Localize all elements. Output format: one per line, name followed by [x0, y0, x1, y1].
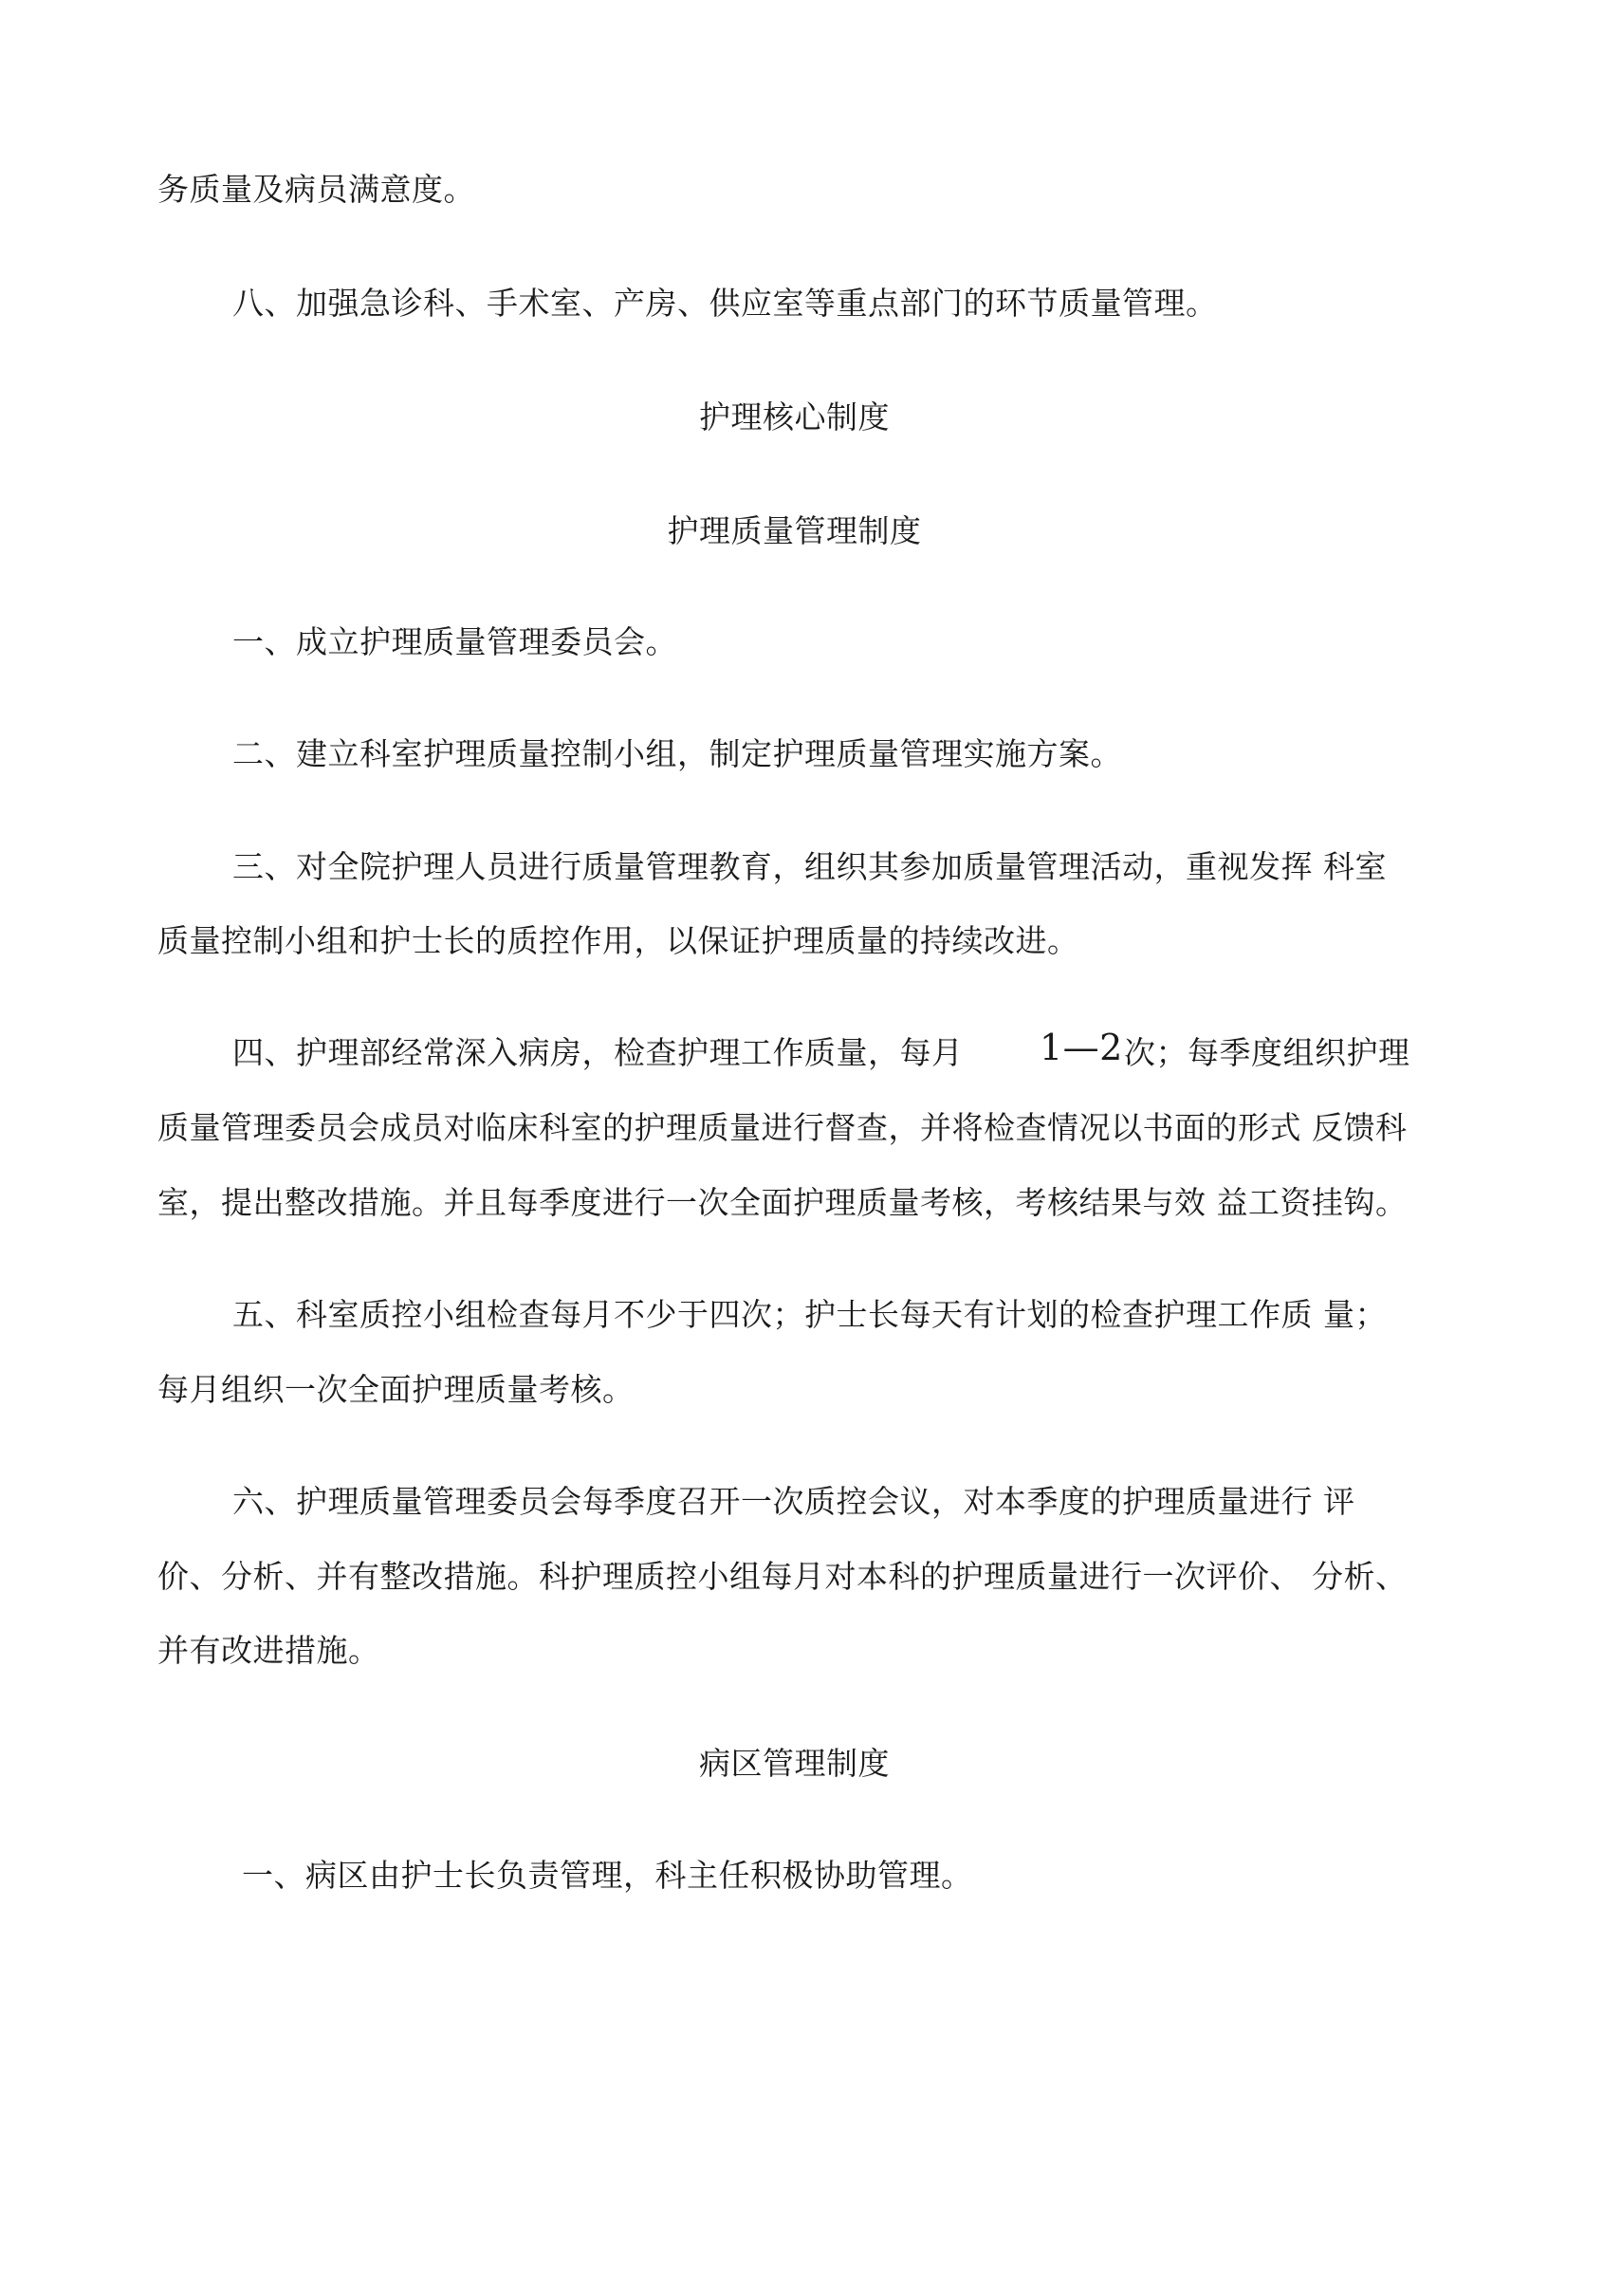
paragraph-line: 八、加强急诊科、手术室、产房、供应室等重点部门的环节质量管理。	[232, 285, 1218, 322]
paragraph-line: 五、科室质控小组检查每月不少于四次；护士长每天有计划的检查护理工作质 量；	[232, 1296, 1387, 1333]
paragraph-line: 四、护理部经常深入病房，检查护理工作质量，每月	[232, 1034, 964, 1071]
paragraph-line: 价、分析、并有整改措施。科护理质控小组每月对本科的护理质量进行一次评价、 分析、	[157, 1558, 1408, 1595]
paragraph-line: 次；每季度组织护理	[1124, 1034, 1410, 1071]
paragraph-line: 每月组织一次全面护理质量考核。	[157, 1371, 635, 1408]
paragraph-line: 一、成立护理质量管理委员会。	[232, 623, 677, 660]
paragraph-line: 室，提出整改措施。并且每季度进行一次全面护理质量考核，考核结果与效 益工资挂钩。	[157, 1184, 1408, 1221]
section-heading: 病区管理制度	[699, 1745, 890, 1782]
paragraph-line: 二、建立科室护理质量控制小组，制定护理质量管理实施方案。	[232, 735, 1122, 772]
paragraph-line: 一、病区由护士长负责管理，科主任积极协助管理。	[242, 1857, 973, 1894]
paragraph-line: 六、护理质量管理委员会每季度召开一次质控会议，对本季度的护理质量进行 评	[232, 1483, 1355, 1520]
section-heading: 护理核心制度	[699, 398, 890, 435]
math-expression: 1—2	[1040, 1027, 1123, 1068]
paragraph-line: 务质量及病员满意度。	[157, 171, 475, 208]
paragraph-line: 质量管理委员会成员对临床科室的护理质量进行督查，并将检查情况以书面的形式 反馈科	[157, 1109, 1408, 1146]
section-heading: 护理质量管理制度	[667, 512, 922, 549]
paragraph-line: 质量控制小组和护士长的质控作用，以保证护理质量的持续改进。	[157, 922, 1079, 959]
paragraph-line: 三、对全院护理人员进行质量管理教育，组织其参加质量管理活动，重视发挥 科室	[232, 848, 1387, 885]
paragraph-line: 并有改进措施。	[157, 1632, 380, 1669]
